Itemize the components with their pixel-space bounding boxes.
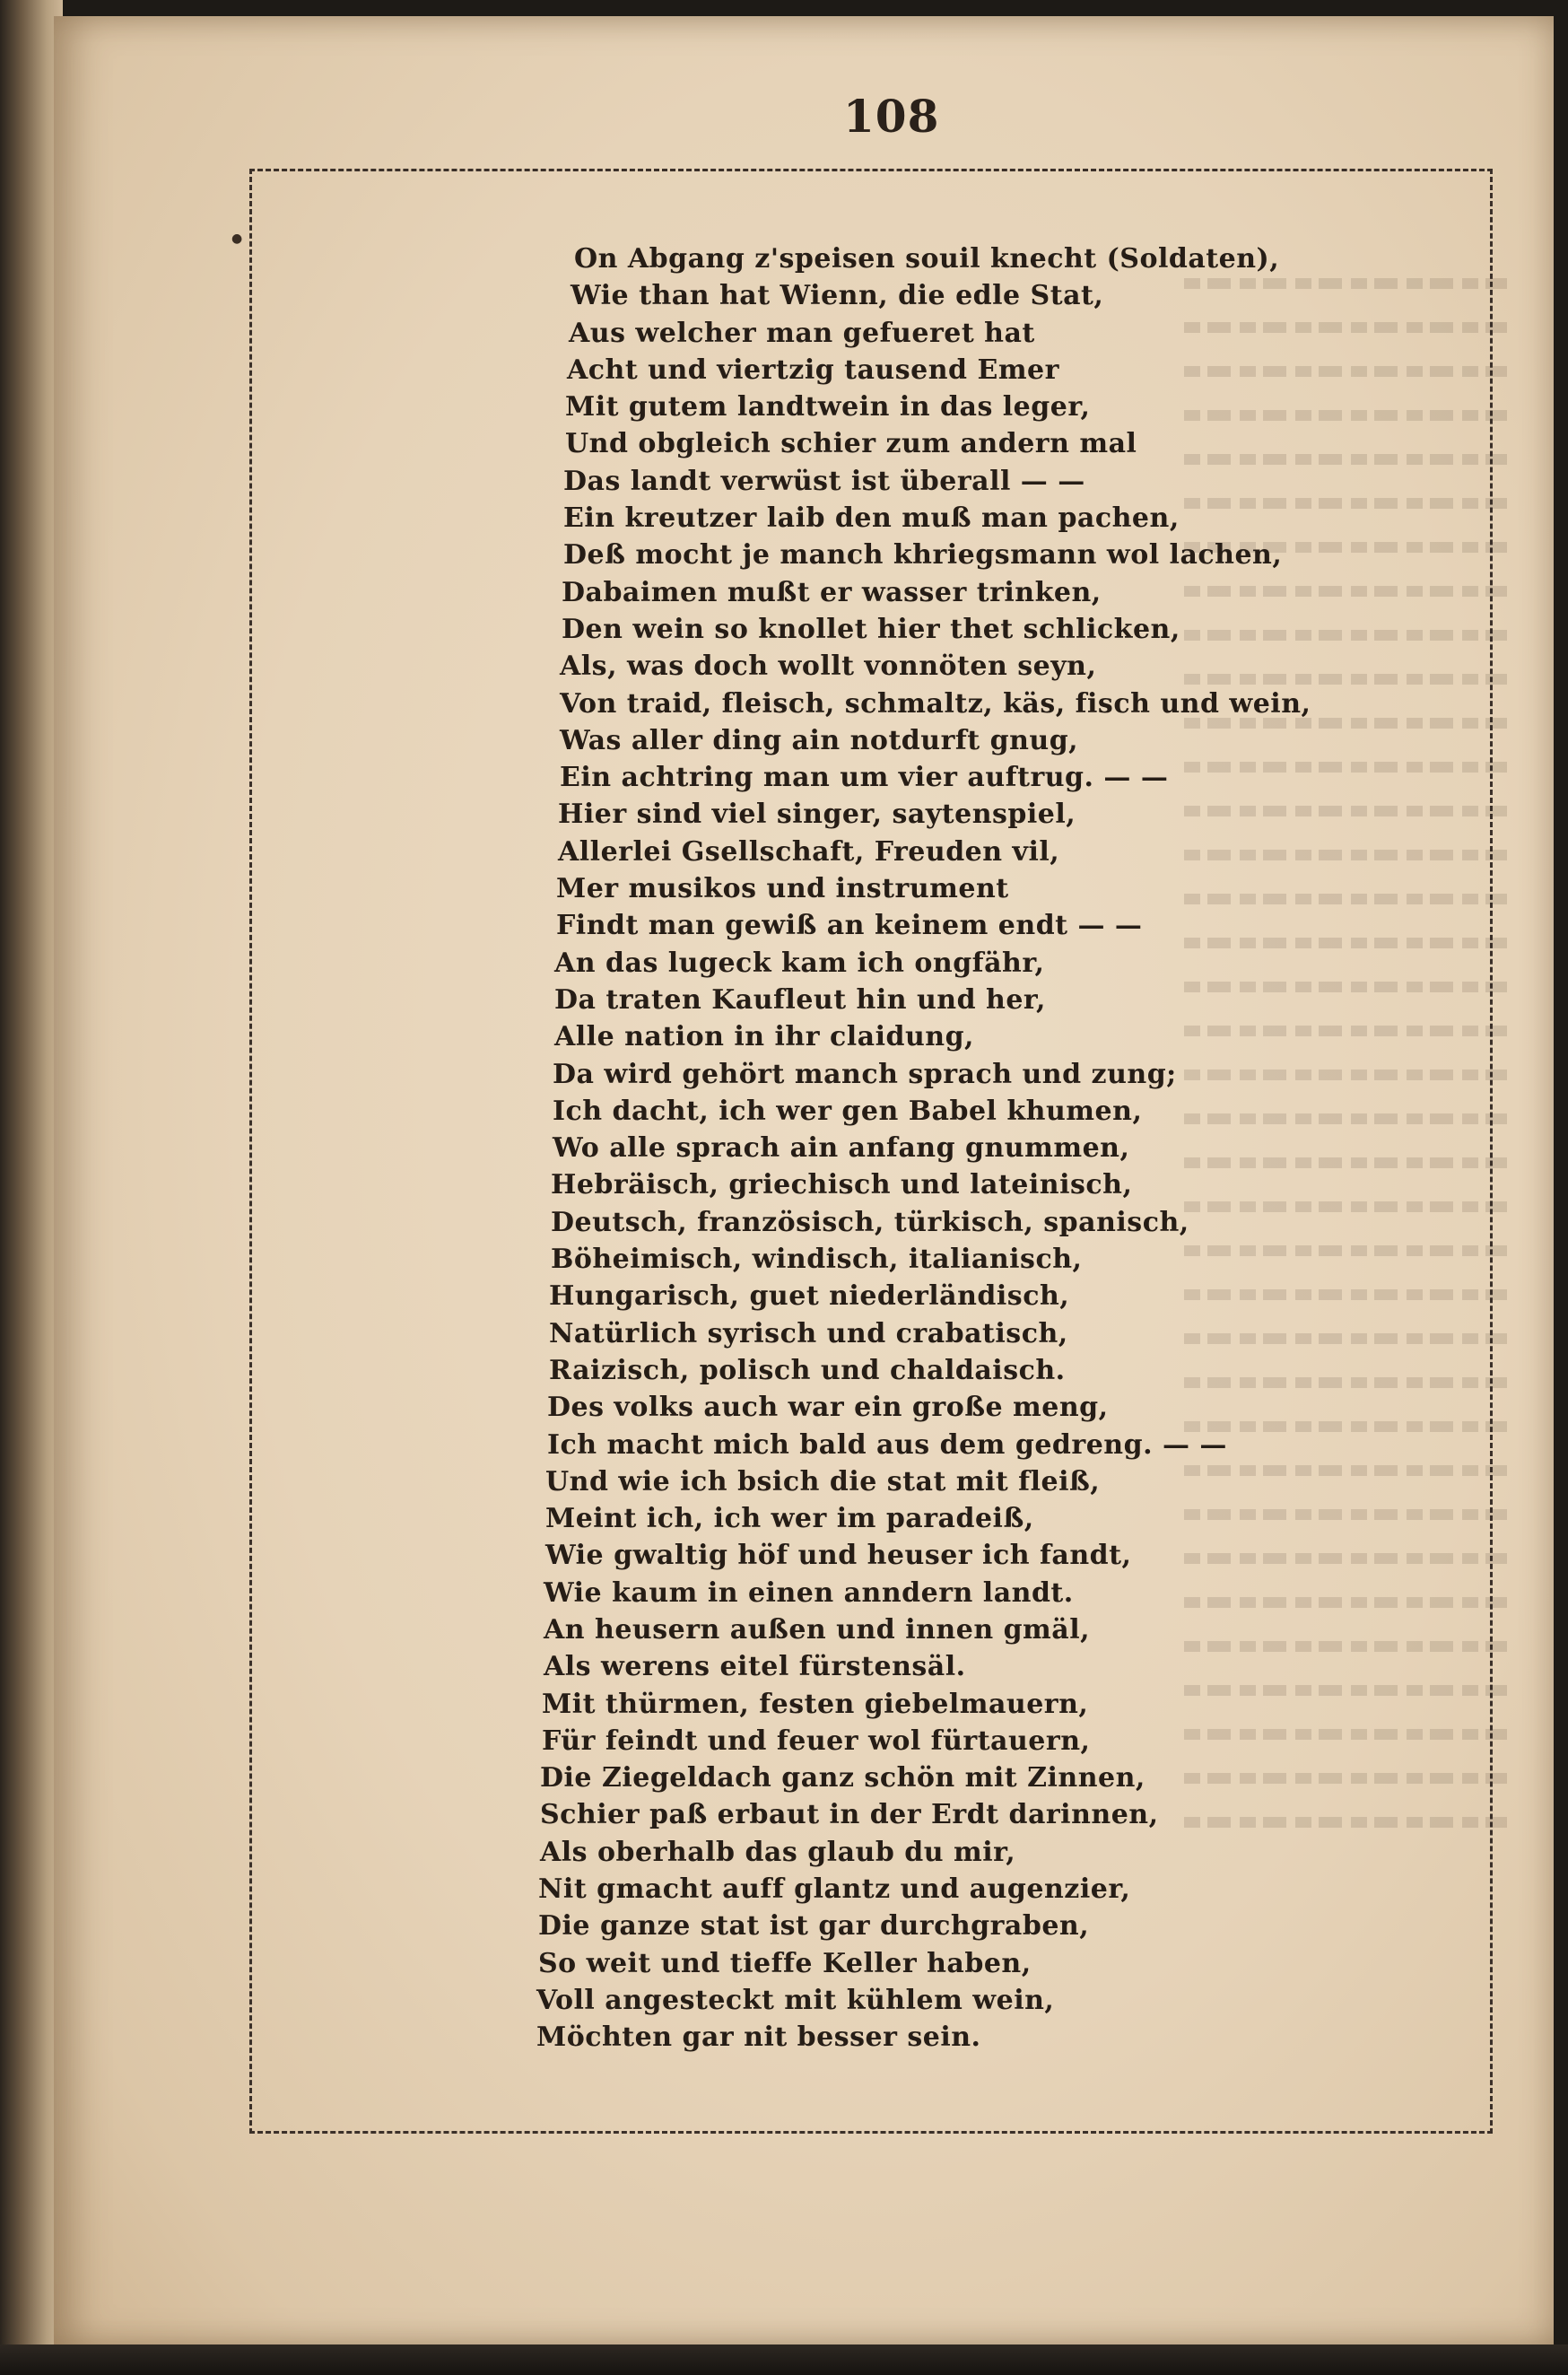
poem-line: An das lugeck kam ich ongfähr, (554, 947, 1045, 979)
poem-line: Dabaimen mußt er wasser trinken, (562, 576, 1102, 608)
poem-line: Aus welcher man gefueret hat (569, 317, 1035, 349)
poem-line: Wo alle sprach ain anfang gnummen, (553, 1132, 1130, 1165)
poem-line: Ich macht mich bald aus dem gedreng. — — (547, 1428, 1227, 1461)
poem-line: Ein achtring man um vier auftrug. — — (560, 762, 1169, 794)
poem-line: An heusern außen und innen gmäl, (544, 1613, 1091, 1646)
poem-line: Voll angesteckt mit kühlem wein, (536, 1984, 1055, 2016)
poem-line: So weit und tieffe Keller haben, (538, 1947, 1032, 1979)
poem-line: Raizisch, polisch und chaldaisch. (549, 1354, 1066, 1386)
poem-line: Für feindt und feuer wol fürtauern, (542, 1724, 1091, 1757)
poem-line: Hier sind viel singer, saytenspiel, (558, 799, 1076, 831)
poem-line: Deß mocht je manch khriegsmann wol lachen, (563, 539, 1283, 572)
poem-line: Findt man gewiß an keinem endt — — (556, 910, 1143, 942)
poem-line: Mit thürmen, festen giebelmauern, (542, 1688, 1089, 1720)
poem-line: Und wie ich bsich die stat mit fleiß, (545, 1465, 1101, 1497)
poem-line: Meint ich, ich wer im paradeiß, (545, 1503, 1034, 1535)
poem-line: Von traid, fleisch, schmaltz, käs, fisch und wein, (560, 687, 1311, 720)
poem-line: Die ganze stat ist gar durchgraben, (538, 1910, 1090, 1943)
poem-line: Acht und viertzig tausend Emer (567, 354, 1059, 386)
poem-line: Hebräisch, griechisch und lateinisch, (551, 1169, 1133, 1201)
poem-line: Des volks auch war ein große meng, (547, 1392, 1109, 1424)
poem-line: Den wein so knollet hier thet schlicken, (562, 613, 1180, 645)
poem-line: Nit gmacht auff glantz und augenzier, (538, 1873, 1131, 1906)
poem-line: Da traten Kaufleut hin und her, (554, 983, 1046, 1016)
page-bottom-edge (0, 2344, 1568, 2375)
poem-line: Deutsch, französisch, türkisch, spanisch, (551, 1206, 1189, 1238)
poem-line: Wie than hat Wienn, die edle Stat, (571, 280, 1104, 312)
poem-line: On Abgang z'speisen souil knecht (Soldaten), (574, 243, 1280, 275)
poem-line: Wie kaum in einen anndern landt. (544, 1576, 1074, 1609)
poem-line: Ein kreutzer laib den muß man pachen, (563, 502, 1180, 535)
poem-line: Als, was doch wollt vonnöten seyn, (560, 651, 1097, 683)
poem-line: Wie gwaltig höf und heuser ich fandt, (545, 1540, 1132, 1572)
poem-line: Als werens eitel fürstensäl. (544, 1651, 966, 1683)
poem-line: Schier paß erbaut in der Erdt darinnen, (540, 1799, 1159, 1831)
poem-line: Die Ziegeldach ganz schön mit Zinnen, (540, 1762, 1146, 1794)
poem-line: Ich dacht, ich wer gen Babel khumen, (553, 1095, 1143, 1127)
poem-line: Und obgleich schier zum andern mal (565, 428, 1137, 460)
poem-line: Alle nation in ihr claidung, (554, 1021, 974, 1053)
poem-line: Allerlei Gsellschaft, Freuden vil, (558, 835, 1060, 868)
poem-line: Böheimisch, windisch, italianisch, (551, 1244, 1083, 1276)
poem-line: Mit gutem landtwein in das leger, (565, 391, 1091, 423)
page-number: 108 (843, 90, 940, 143)
poem-lines (536, 240, 1381, 2056)
poem-line: Natürlich syrisch und crabatisch, (549, 1317, 1068, 1349)
poem-line: Als oberhalb das glaub du mir, (540, 1836, 1016, 1868)
poem-line: Da wird gehört manch sprach und zung; (553, 1058, 1177, 1090)
poem-line: Mer musikos und instrument (556, 873, 1009, 905)
poem-line: Was aller ding ain notdurft gnug, (560, 724, 1079, 756)
poem-line: Möchten gar nit besser sein. (536, 2021, 981, 2054)
poem-line: Das landt verwüst ist überall — — (563, 465, 1085, 497)
poem-line: Hungarisch, guet niederländisch, (549, 1280, 1070, 1313)
ink-speck: ● (231, 231, 243, 246)
